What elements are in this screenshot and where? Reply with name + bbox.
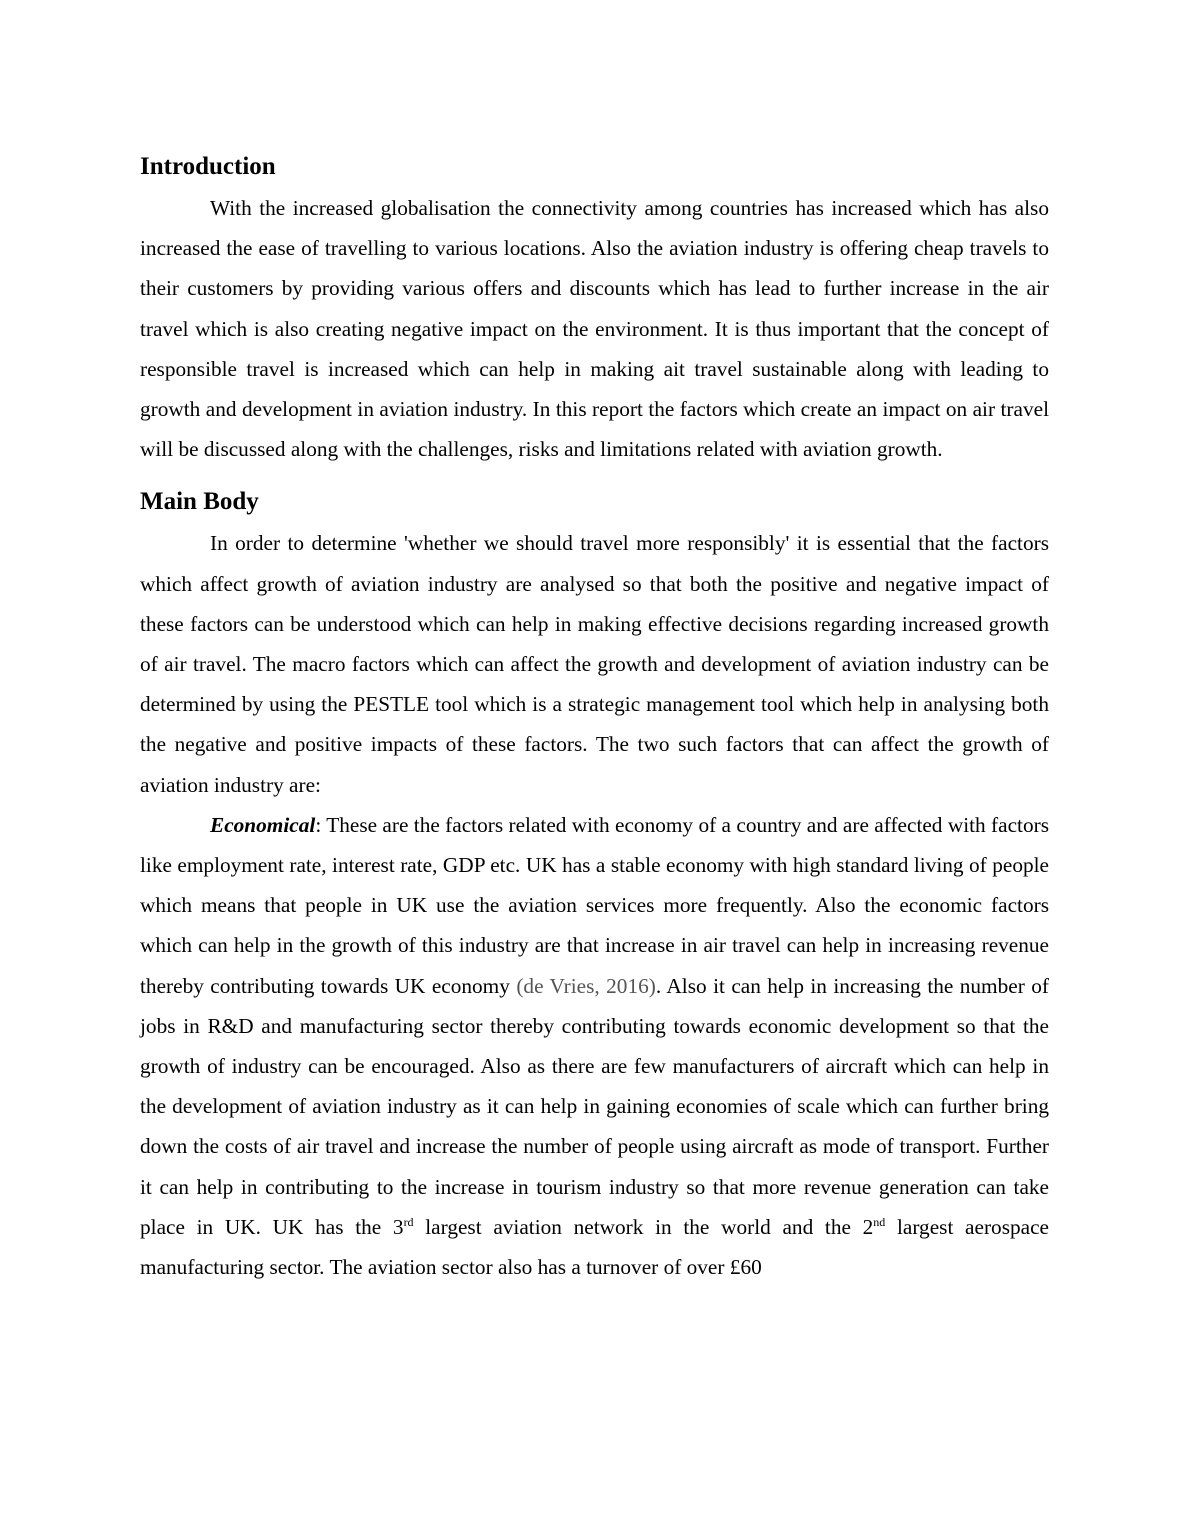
introduction-paragraph: With the increased globalisation the connectivity among countries has increased which has also increased the ease of travelling to various locations. Also the aviation industry is offering cheap travels to their customers by providing various offers and discounts which has lead to further increase in the air travel which is also creating negative impact on the environment. It is thus important that the concept of responsible travel is increased which can help in making ait travel sustainable along with leading to growth and development in aviation industry. In this report the factors which create an impact on air travel will be discussed along with the challenges, risks and limitations related with aviation growth. (140, 196, 1049, 462)
economical-text-2: . Also it can help in increasing the number of jobs in R&D and manufacturing sector thereby contributing towards economic development so that the growth of industry can be encouraged. Also as there are few manufacturers of aircraft which can help in the development of aviation industry as it can help in gaining economies of scale which can further bring down the costs of air travel and increase the number of people using aircraft as mode of transport. Further it can help in contributing to the increase in tourism industry so that more revenue generation can take place in UK. UK has the 3 (140, 973, 1049, 1239)
economical-term: Economical (210, 812, 316, 837)
ordinal-rd: rd (403, 1214, 414, 1229)
economical-text-1: These are the factors related with economy of a country and are affected with factors like employment rate, interest rate, GDP etc. UK has a stable economy with high standard living of people which means that people in UK use the aviation services more frequently. Also the economic factors which can help in the growth of this industry are that increase in air travel can help in increasing revenue thereby contributing towards UK economy (140, 812, 1049, 998)
economical-text-4: largest aerospace manufacturing sector. The aviation sector also has a turnover of over £60 (140, 1214, 1049, 1280)
document-page (140, 146, 1049, 1287)
main-body-paragraph-1: In order to determine 'whether we should travel more responsibly' it is essential that the factors which affect growth of aviation industry are analysed so that both the positive and negative impact of these factors can be understood which can help in making effective decisions regarding increased growth of air travel. The macro factors which can affect the growth and development of aviation industry can be determined by using the PESTLE tool which is a strategic management tool which help in analysing both the negative and positive impacts of these factors. The two such factors that can affect the growth of aviation industry are: (140, 531, 1049, 797)
economical-paragraph (140, 805, 1049, 1287)
economical-text-3: largest aviation network in the world and the 2 (413, 1214, 874, 1239)
term-colon: : (315, 812, 322, 837)
introduction-heading: Introduction (140, 153, 276, 180)
main-body-heading: Main Body (140, 488, 259, 516)
ordinal-nd: nd (873, 1214, 886, 1229)
citation-link[interactable]: (de Vries, 2016) (516, 973, 656, 998)
